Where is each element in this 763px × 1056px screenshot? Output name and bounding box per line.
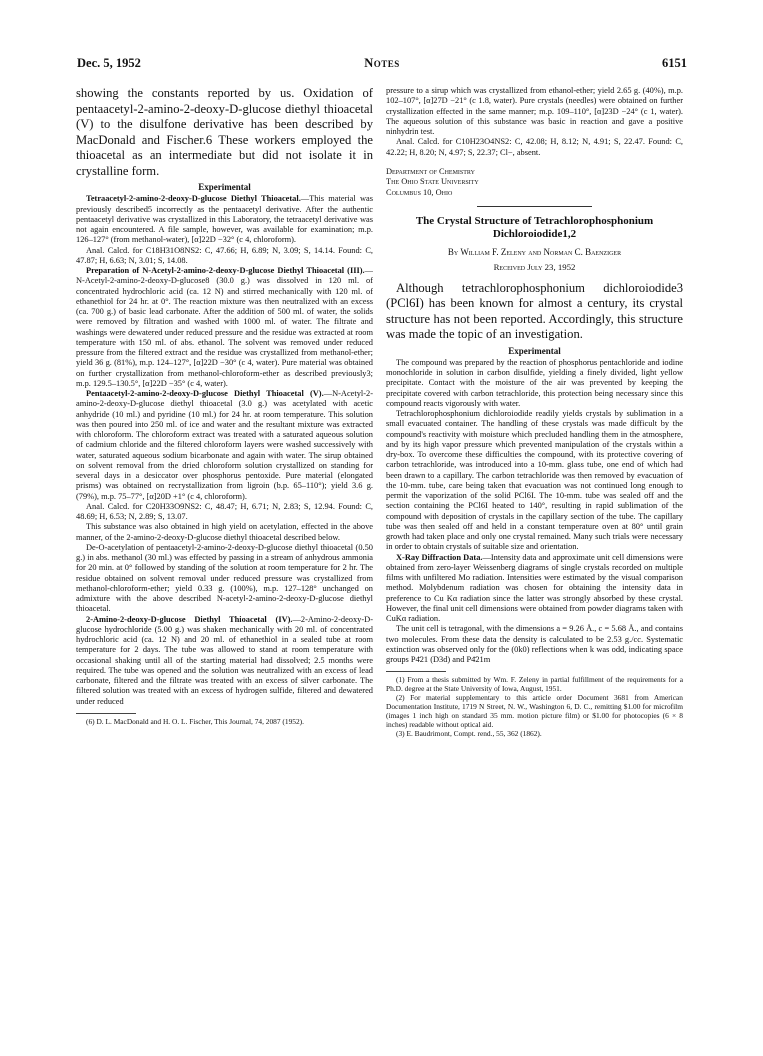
left-paragraph-acetylation: This substance was also obtained in high yield on acetylation, effected in the above manner, of the 2-amino-2-deoxy-D-glucose diethyl thioacetal described below. (76, 522, 373, 542)
address-line-city: Columbus 10, Ohio (386, 187, 453, 197)
article-title: The Crystal Structure of Tetrachlorophosphonium Dichloroiodide1,2 (415, 215, 654, 241)
right-analysis: Anal. Calcd. for C10H23O4NS2: C, 42.08; H, 8.12; N, 4.91; S, 22.47. Found: C, 42.22; H, 8.20; N, 4.97; S, 22.37; Cl−, absent. (386, 137, 683, 157)
left-p3-analysis: Anal. Calcd. for C20H33O9NS2: C, 48.47; H, 6.71; N, 2.83; S, 12.94. Found: C, 48.69; H, 6.53; N, 2.89; S, 13.07. (76, 501, 373, 521)
left-paragraph-pentaacetyl (76, 389, 373, 502)
address-line-department: Department of Chemistry (386, 166, 475, 176)
left-intro-paragraph: showing the constants reported by us. Oxidation of pentaacetyl-2-amino-2-deoxy-D-glucose diethyl thioacetal (V) to the disulfone derivative has been described by MacDonald and Fischer.6 These workers employed the thioacetal as an intermediate but did not isolate it in crystalline form. (76, 86, 373, 178)
right-column (386, 86, 683, 1036)
section-divider (477, 206, 592, 207)
header-date: Dec. 5, 1952 (77, 56, 141, 70)
left-p1-text: —This material was previously described5 incorrectly as the pentaacetyl derivative. After the authentic pentaacetyl derivative was crystallized in this Laboratory, the tetraacetyl derivative was not again encountered. A file sample, however, was available for examination; m.p. 126–127° (from methanol-water), [α]22D −32° (c 4, chloroform). (76, 194, 373, 245)
page-header (77, 56, 687, 74)
right-paragraph-crystals: Tetrachlorophosphonium dichloroiodide readily yields crystals by sublimation in a small evacuated container. The handling of these crystals was made difficult by the compound's reactivity with moisture which precluded handling them in the atmosphere, and by its high vapor pressure which prevented manipulation of the crystals within a dry-box. To overcome these difficulties the compound, with its protective covering of carbon tetrachloride, was introduced into a 10-mm. glass tube, one end of which had been drawn to a capillary. The carbon tetrachloride was then removed by evacuation of the 10-mm. tube, care being taken that evacuation was not continued long enough to permit the vaporization of the solid PCl6I. The 10-mm. tube was sealed off and the section containing the PCl6I heated to 140°, resulting in rapid sublimation of the compound with deposition of crystals in the capillary section of the tube. The capillary tube was then sealed off and held in a constant temperature oven at 80° until grain growth had taken place and only one crystal remained. Many such trials were necessary in order to obtain crystals of suitable size and orientation. (386, 409, 683, 552)
article-intro: Although tetrachlorophosphonium dichloroiodide3 (PCl6I) has been known for almost a century, its crystal structure has not been reported. Accordingly, this structure was made the topic of an investigation. (386, 280, 683, 341)
left-paragraph-deacetylation: De-O-acetylation of pentaacetyl-2-amino-2-deoxy-D-glucose diethyl thioacetal (0.50 g.) in abs. methanol (30 ml.) was effected by passing in a stream of anhydrous ammonia for 20 min. at 0° followed by standing of the solution at room temperature for 2 hr. The residue obtained on solvent removal under reduced pressure was crystallized from methanol-chloroform-ether; yield 0.33 g. (100%), m.p. 127–128° unchanged on admixture with the above described N-acetyl-2-amino-2-deoxy-D-glucose diethyl thioacetal. (76, 542, 373, 614)
left-p3-text: —N-Acetyl-2-amino-2-deoxy-D-glucose diethyl thioacetal (3.0 g.) was acetylated with acetic anhydride (10 ml.) and pyridine (10 ml.) for 24 hr. at room temperature. This solution was then poured into 250 ml. of ice and water and the resultant mixture was extracted with chloroform. The chloroform extract was treated with a saturated aqueous solution of cadmium chloride and the filtered chloroform layers were washed successively with water, saturated aqueous sodium bicarbonate and again with water. The sirup obtained on solvent removal from the dried chloroform solution crystallized on standing for several days in a desiccator over phosphorus pentoxide. Pure material (elongated prisms) was obtained on recrystallization from ligroin (b.p. 65–110°); yield 3.6 g. (79%), m.p. 75–77°, [α]20D +1° (c 4, chloroform). (76, 389, 373, 501)
footnote-2: (2) For material supplementary to this article order Document 3681 from American Documentation Institute, 1719 N Street, N. W., Washington 6, D. C., remitting $1.00 for microfilm (images 1 inch high on standard 35 mm. motion picture film) or $1.00 for photocopies (6 × 8 inches) readable without optical aid. (386, 693, 683, 730)
left-footnote-rule (76, 713, 136, 714)
right-continuation: pressure to a sirup which was crystallized from ethanol-ether; yield 2.65 g. (40%), m.p. 102–107°, [α]27D −21° (c 1.8, water). Pure crystals (needles) were obtained on further crystallization effected in the same manner; m.p. 109–110°, [α]23D −24° (c 1, water). The aqueous solution of this substance was basic in reaction and gave a positive ninhydrin test. (386, 86, 683, 136)
xray-heading: X-Ray Diffraction Data. (396, 552, 483, 562)
left-p2-text: —N-Acetyl-2-amino-2-deoxy-D-glucose8 (30.0 g.) was dissolved in 120 ml. of concentrated hydrochloric acid (ca. 12 N) and stirred mechanically with 120 ml. of ethanethiol for 24 hr. at 0°. The reaction mixture was then neutralized with an excess (ca. 700 g.) of basic lead carbonate. After the addition of 500 ml. of water, the solids were removed by filtration and washed with 1000 ml. of water. The filtrate and washings were dewatered under reduced pressure and the residue was extracted at room temperature with 150 ml. of abs. ethanol. The solvent was removed under reduced pressure from the filtered extract and the residue was crystallized from methanol-ether; yield 36 g. (81%), m.p. 124–127°, [α]22D −30° (c 4, water). Pure material was obtained on further crystallization from methanol-chloroform-ether as described previously3; m.p. 129.5–130.5°, [α]22D −35° (c 4, water). (76, 266, 373, 388)
address-line-university: The Ohio State University (386, 177, 479, 187)
header-page-number: 6151 (662, 56, 687, 70)
left-p2-title: Preparation of N-Acetyl-2-amino-2-deoxy-D-glucose Diethyl Thioacetal (III). (86, 266, 365, 275)
right-experimental-heading: Experimental (508, 345, 561, 356)
left-paragraph-amino-thioacetal (76, 615, 373, 707)
right-paragraph-preparation: The compound was prepared by the reaction of phosphorus pentachloride and iodine monochloride in solution in carbon disulfide, yielding a finely divided, light yellow precipitate. Contact with the moisture of the air was prevented by keeping the precipitate covered with carbon tetrachloride, this protection being necessary since this compound reacts vigorously with water. (386, 357, 683, 408)
right-paragraph-unit-cell: The unit cell is tetragonal, with the dimensions a = 9.26 Å., c = 5.68 Å., and contains two molecules. From these data the density is calculated to be 2.53 g./cc. Systematic extinction was observed only for the (0k0) reflections when k was odd, indicating space groups P4̄21 (D3d) and P4̄21m (386, 624, 683, 664)
right-footnote-rule (386, 671, 446, 672)
left-paragraph-tetraacetyl (76, 194, 373, 245)
left-paragraph-preparation (76, 266, 373, 389)
left-p3-title: Pentaacetyl-2-amino-2-deoxy-D-glucose Diethyl Thioacetal (V). (86, 389, 324, 398)
footnote-3: (3) E. Baudrimont, Compt. rend., 55, 362 (1862). (396, 729, 542, 739)
author-address (386, 167, 683, 199)
article-byline: By William F. Zeleny and Norman C. Baenziger (447, 247, 622, 258)
right-paragraph-xray (386, 553, 683, 625)
received-date: Received July 23, 1952 (493, 262, 576, 273)
header-journal: Notes (364, 56, 400, 70)
left-column (76, 86, 373, 1036)
xray-text: —Intensity data and approximate unit cell dimensions were obtained from zero-layer Weissenberg diagrams of single crystals recorded on multiple films with unfiltered Mo radiation. Intensities were estimated by the visual comparison method. Molybdenum radiation was chosen for obtaining the intensity data in preference to Cu Kα radiation since the latter was strongly absorbed by these crystal. However, the final unit cell dimensions were obtained from powder diagrams taken with CuKα radiation. (386, 552, 683, 623)
left-p1-title: Tetraacetyl-2-amino-2-deoxy-D-glucose Diethyl Thioacetal. (86, 194, 301, 204)
left-p6-title: 2-Amino-2-deoxy-D-glucose Diethyl Thioacetal (IV). (86, 614, 293, 624)
left-p1-analysis: Anal. Calcd. for C18H31O8NS2: C, 47.66; H, 6.89; N, 3.09; S, 14.14. Found: C, 47.87; H, 6.63; N, 3.01; S, 14.08. (76, 245, 373, 265)
left-p6-text: —2-Amino-2-deoxy-D-glucose hydrochloride (5.00 g.) was shaken mechanically with 20 ml. of concentrated hydrochloric acid (ca. 12 N) and 20 ml. of ethanethiol in a sealed tube at room temperature for 2 days. The tube was allowed to stand at room temperature with occasional shaking until all of the starting material had dissolved; 2.5 months were required. The tube was opened and the solution was neutralized with an excess of lead carbonate, filtered and the filtrate was treated with an excess of silver carbonate. The filtered solution was treated with an excess of hydrogen sulfide, filtered and dewatered under reduced (76, 614, 373, 706)
left-experimental-heading: Experimental (198, 182, 251, 192)
footnote-1: (1) From a thesis submitted by Wm. F. Zeleny in partial fulfillment of the requirements for a Ph.D. degree at the State University of Iowa, August, 1951. (386, 675, 683, 694)
left-footnote: (6) D. L. MacDonald and H. O. L. Fischer, This Journal, 74, 2087 (1952). (86, 716, 304, 726)
